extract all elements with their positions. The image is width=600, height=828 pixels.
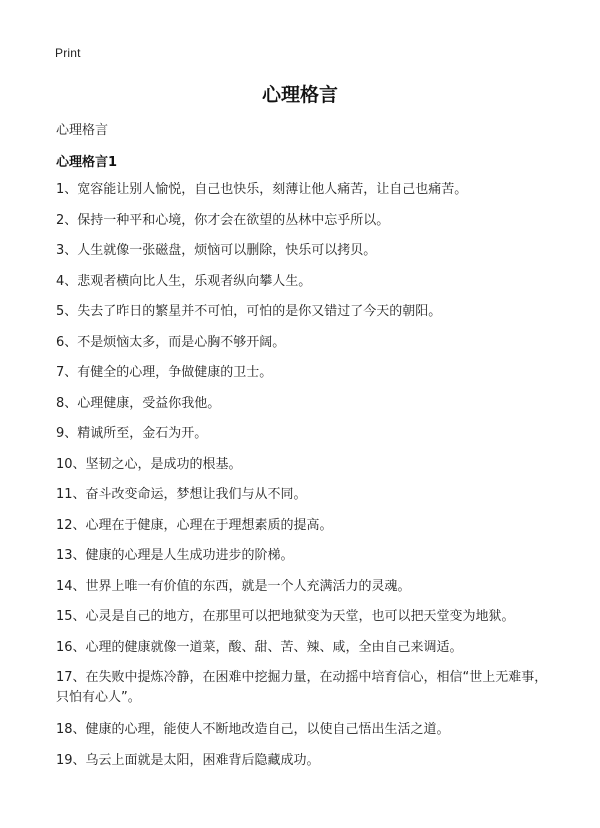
quote-item: 3、人生就像一张磁盘，烦恼可以删除，快乐可以拷贝。 bbox=[56, 243, 377, 258]
quote-item: 19、乌云上面就是太阳，困难背后隐藏成功。 bbox=[56, 752, 320, 768]
quote-item: 8、心理健康，受益你我他。 bbox=[56, 395, 221, 411]
quote-item: 17、在失败中提炼冷静，在困难中挖掘力量，在动摇中培育信心，相信“世上无难事，只怕有心人”。 bbox=[56, 670, 548, 705]
quote-item: 11、奋斗改变命运，梦想让我们与从不同。 bbox=[56, 487, 307, 502]
document-subtitle: 心理格言 bbox=[56, 123, 109, 138]
quote-item: 4、悲观者横向比人生，乐观者纵向攀人生。 bbox=[56, 273, 312, 289]
quote-item: 14、世界上唯一有价值的东西，就是一个人充满活力的灵魂。 bbox=[56, 578, 411, 594]
quote-item: 1、宽容能让别人愉悦，自己也快乐，刻薄让他人痛苦，让自己也痛苦。 bbox=[56, 182, 468, 197]
quote-item: 7、有健全的心理，争做健康的卫士。 bbox=[56, 365, 273, 380]
quote-item: 6、不是烦恼太多，而是心胸不够开阔。 bbox=[56, 334, 286, 350]
quote-item: 13、健康的心理是人生成功进步的阶梯。 bbox=[56, 548, 294, 563]
quote-item: 15、心灵是自己的地方，在那里可以把地狱变为天堂，也可以把天堂变为地狱。 bbox=[56, 609, 515, 624]
quote-item: 16、心理的健康就像一道菜，酸、甜、苦、辣、咸，全由自己来调适。 bbox=[56, 639, 463, 655]
quote-list bbox=[56, 180, 556, 781]
quote-item: 5、失去了昨日的繁星并不可怕，可怕的是你又错过了今天的朝阳。 bbox=[56, 304, 442, 319]
document-title: 心理格言 bbox=[261, 84, 338, 106]
section-heading: 心理格言1 bbox=[56, 155, 118, 170]
quote-item: 18、健康的心理，能使人不断地改造自己，以使自己悟出生活之道。 bbox=[56, 722, 450, 737]
quote-item: 12、心理在于健康，心理在于理想素质的提高。 bbox=[56, 517, 333, 533]
quote-item: 9、精诚所至，金石为开。 bbox=[56, 426, 208, 441]
print-link[interactable]: Print bbox=[55, 46, 81, 60]
quote-item: 10、坚韧之心，是成功的根基。 bbox=[56, 456, 242, 472]
quote-item: 2、保持一种平和心境，你才会在欲望的丛林中忘乎所以。 bbox=[56, 212, 390, 228]
